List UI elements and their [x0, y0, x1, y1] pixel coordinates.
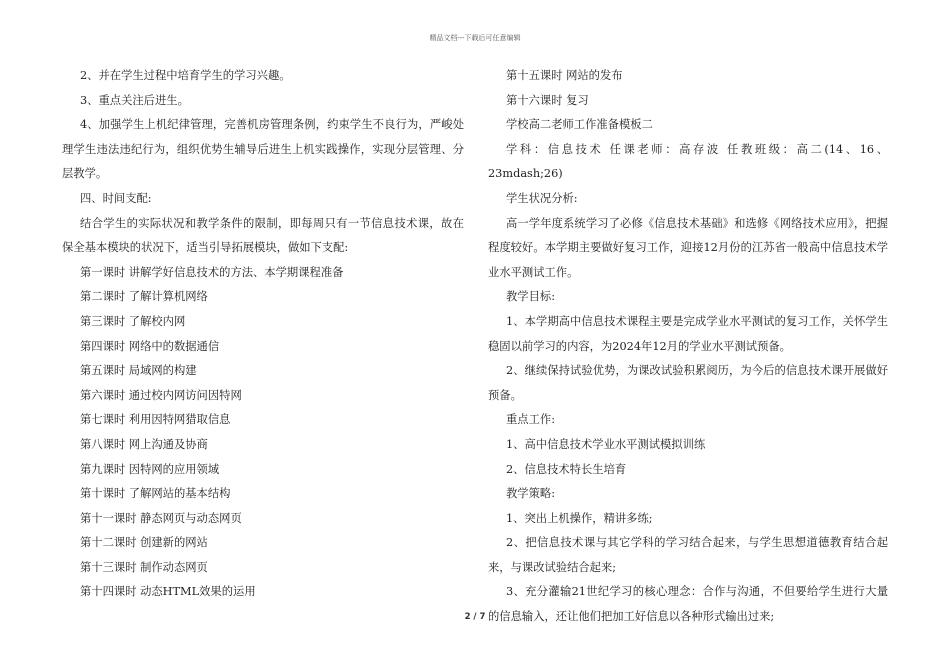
schedule-item: 第十六课时 复习: [506, 93, 589, 107]
list-item: 1、突出上机操作，精讲多练;: [506, 511, 653, 525]
paragraph: 2、并在学生过程中培育学生的学习兴趣。: [80, 69, 291, 82]
paragraph: 1、本学期高中信息技术课程主要是完成学业水平测试的复习工作，关怀学生稳固以前学习的内容，为2024年12月的学业水平测试预备。: [488, 314, 888, 353]
list-item: 1、高中信息技术学业水平测试模拟训练: [506, 437, 706, 451]
schedule-item: 第十三课时 制作动态网页: [80, 560, 208, 574]
list-item: 2、信息技术特长生培育: [506, 462, 627, 476]
schedule-item: 第九课时 因特网的应用领域: [80, 462, 220, 476]
schedule-item: 第十二课时 创建新的网站: [80, 536, 208, 550]
course-info: 学科：信息技术 任课老师：高存波 任教班级：高二(14、16、23mdash;26): [488, 142, 888, 181]
schedule-item: 第四课时 网络中的数据通信: [80, 339, 220, 353]
document-subtitle: 学校高二老师工作准备模板二: [506, 118, 653, 132]
schedule-item: 第二课时 了解计算机网络: [80, 290, 208, 304]
section-heading: 重点工作:: [506, 413, 555, 427]
list-item: 3、充分灌输21世纪学习的核心理念：合作与沟通，不但要给学生进行大量的信息输入，还让他们把加工好信息以各种形式输出过来;: [488, 585, 888, 624]
section-heading: 四、时间支配:: [80, 191, 152, 205]
page-number: 2 / 7: [464, 612, 486, 622]
section-heading: 教学目标:: [506, 290, 555, 304]
schedule-item: 第十课时 了解网站的基本结构: [80, 487, 231, 501]
right-column: [488, 64, 888, 630]
schedule-item: 第十五课时 网站的发布: [506, 69, 623, 82]
schedule-item: 第三课时 了解校内网: [80, 314, 186, 328]
section-heading: 学生状况分析:: [506, 191, 578, 205]
paragraph: 2、继续保持试验优势，为课改试验积累阅历，为今后的信息技术课开展做好预备。: [488, 364, 888, 402]
schedule-item: 第八课时 网上沟通及协商: [80, 437, 208, 451]
schedule-item: 第一课时 讲解学好信息技术的方法、本学期课程准备: [80, 265, 344, 279]
paragraph: 结合学生的实际状况和教学条件的限制，即每周只有一节信息技术课，故在保全基本模块的状况下，适当引导拓展模块，做如下支配:: [62, 216, 464, 255]
schedule-item: 第十一课时 静态网页与动态网页: [80, 511, 242, 525]
paragraph: 高一学年度系统学习了必修《信息技术基础》和选修《网络技术应用》，把握程度较好。本学期主要做好复习工作，迎接12月份的江苏省一般高中信息技术学业水平测试工作。: [488, 216, 888, 279]
schedule-item: 第十四课时 动态HTML效果的运用: [80, 585, 256, 599]
schedule-item: 第五课时 局域网的构建: [80, 364, 197, 378]
paragraph: 4、加强学生上机纪律管理，完善机房管理条例，约束学生不良行为，严峻处理学生违法违纪行为，组织优势生辅导后进生上机实践操作，实现分层管理、分层教学。: [62, 118, 464, 181]
section-heading: 教学策略:: [506, 487, 555, 501]
schedule-item: 第七课时 利用因特网猎取信息: [80, 413, 231, 427]
left-column: [62, 64, 464, 605]
list-item: 2、把信息技术课与其它学科的学习结合起来，与学生思想道德教育结合起来，与课改试验结合起来;: [488, 536, 888, 574]
schedule-item: 第六课时 通过校内网访问因特网: [80, 388, 242, 402]
page-header: 精品文档---下载后可任意编辑: [429, 34, 521, 42]
paragraph: 3、重点关注后进生。: [80, 93, 189, 107]
